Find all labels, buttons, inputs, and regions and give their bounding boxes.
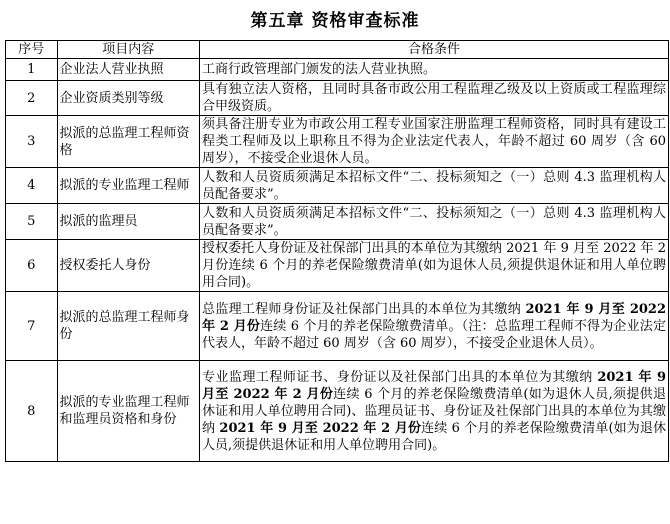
row-condition bbox=[200, 59, 669, 81]
row-number: 8 bbox=[6, 361, 58, 462]
row-number: 1 bbox=[6, 59, 58, 81]
row-number: 2 bbox=[6, 81, 58, 116]
condition-text: 人数和人员资质须满足本招标文件“二、投标须知之（一）总则 4.3 监理机构人员配备要求”。 bbox=[202, 169, 666, 202]
header-row bbox=[6, 41, 669, 59]
condition-text: 专业监理工程师证书、身份证以及社保部门出具的本单位为其缴纳 bbox=[202, 369, 598, 385]
header-item: 项目内容 bbox=[57, 41, 200, 59]
row-item: 企业资质类别等级 bbox=[57, 81, 200, 116]
table-row bbox=[6, 59, 669, 81]
row-number: 5 bbox=[6, 204, 58, 240]
row-condition bbox=[200, 240, 669, 292]
table-row bbox=[6, 204, 669, 240]
qualification-table bbox=[5, 40, 669, 462]
row-item: 拟派的总监理工程师身份 bbox=[57, 292, 200, 361]
row-number: 3 bbox=[6, 116, 58, 168]
condition-bold-text: 2021 年 9 月至 2022 年 2 月份 bbox=[219, 420, 422, 436]
header-no: 序号 bbox=[6, 41, 58, 59]
table-row bbox=[6, 116, 669, 168]
condition-text: 连续 6 个月的养老保险缴费清单(如为退休人员,须提供退休证和用人单位聘用合同)、监理员证书、身份证及社保部门出具的本单位为其缴纳 bbox=[202, 386, 666, 436]
table-row bbox=[6, 292, 669, 361]
row-number: 7 bbox=[6, 292, 58, 361]
table-row bbox=[6, 240, 669, 292]
table-row bbox=[6, 361, 669, 462]
condition-text: 具有独立法人资格，且同时具备市政公用工程监理乙级及以上资质或工程监理综合甲级资质。 bbox=[202, 82, 666, 114]
condition-text: 总监理工程师身份证及社保部门出具的本单位为其缴纳 bbox=[202, 301, 526, 317]
page-title: 第五章 资格审查标准 bbox=[250, 11, 420, 31]
row-item: 拟派的监理员 bbox=[57, 204, 200, 240]
row-item: 授权委托人身份 bbox=[57, 240, 200, 292]
row-item: 拟派的总监理工程师资格 bbox=[57, 116, 200, 168]
row-number: 6 bbox=[6, 240, 58, 292]
header-condition: 合格条件 bbox=[200, 41, 669, 59]
condition-text: 工商行政管理部门颁发的法人营业执照。 bbox=[202, 62, 437, 77]
condition-text: 连续 6 个月的养老保险缴费清单。（注：总监理工程师不得为企业法定代表人，年龄不超过 60 周岁（含 60 周岁），不接受企业退休人员）。 bbox=[202, 318, 666, 351]
table-row bbox=[6, 168, 669, 204]
condition-text: 连续 6 个月的养老保险缴费清单(如为退休人员,须提供退休证和用人单位聘用合同)。 bbox=[202, 420, 666, 453]
row-condition bbox=[200, 168, 669, 204]
condition-text: 须具备注册专业为市政公用工程专业国家注册监理工程师资格，同时具有建设工程类工程师及以上职称且不得为企业法定代表人，年龄不超过 60 周岁（含 60 周岁），不接受企业退休人员。 bbox=[202, 117, 666, 166]
table-row bbox=[6, 81, 669, 116]
row-item: 拟派的专业监理工程师和监理员资格和身份 bbox=[57, 361, 200, 462]
row-number: 4 bbox=[6, 168, 58, 204]
condition-text: 授权委托人身份证及社保部门出具的本单位为其缴纳 2021 年 9 月至 2022 年 2 月份连续 6 个月的养老保险缴费清单(如为退休人员,须提供退休证和用人单位聘用合同)。 bbox=[202, 241, 666, 290]
table-body bbox=[6, 59, 669, 462]
row-condition bbox=[200, 116, 669, 168]
condition-text: 人数和人员资质须满足本招标文件“二、投标须知之（一）总则 4.3 监理机构人员配备要求”。 bbox=[202, 205, 666, 238]
table-header bbox=[6, 41, 669, 59]
condition-bold-text: 2021 年 9 月至 2022 年 2 月份 bbox=[202, 301, 667, 334]
condition-bold-text: 2021 年 9 月至 2022 年 2 月份 bbox=[202, 369, 667, 402]
row-condition bbox=[200, 292, 669, 361]
row-condition bbox=[200, 81, 669, 116]
row-item: 企业法人营业执照 bbox=[57, 59, 200, 81]
row-condition bbox=[200, 204, 669, 240]
row-item: 拟派的专业监理工程师 bbox=[57, 168, 200, 204]
row-condition bbox=[200, 361, 669, 462]
